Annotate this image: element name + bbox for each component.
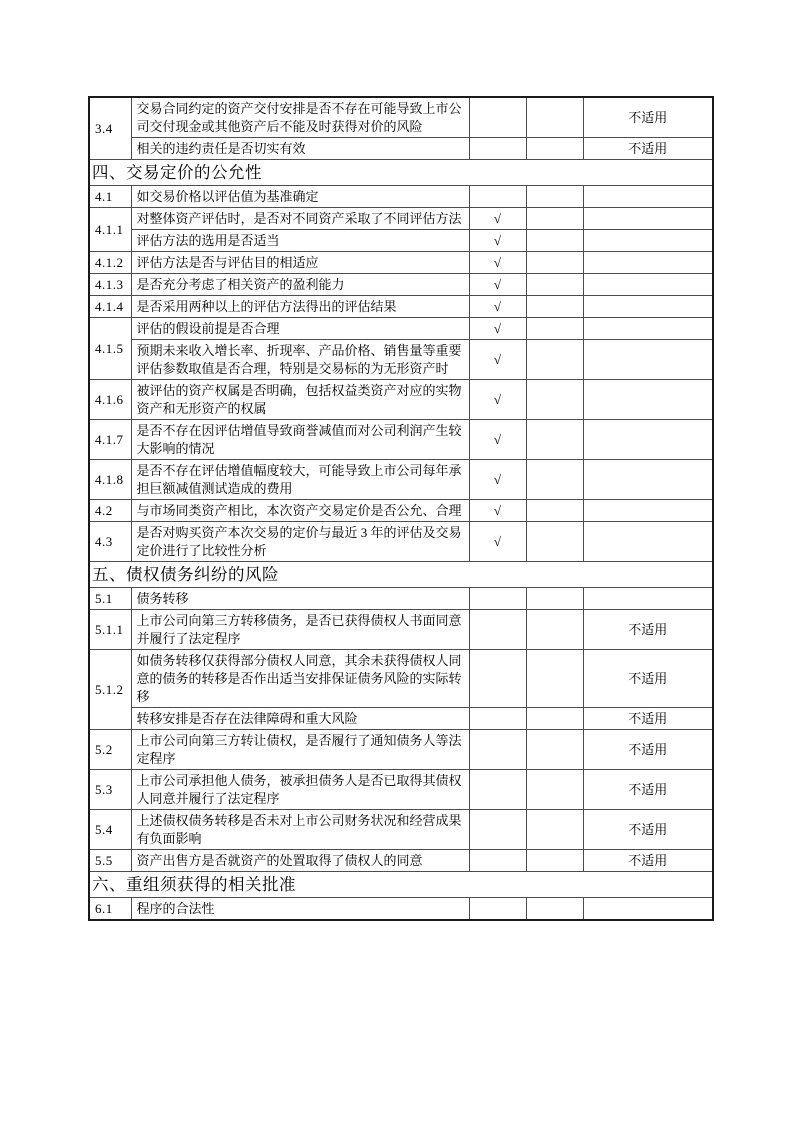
item-row	[89, 730, 713, 770]
not-applicable-cell	[583, 420, 713, 460]
item-row	[89, 296, 713, 318]
check-no-cell	[526, 186, 583, 208]
check-no-cell	[526, 340, 583, 380]
item-row	[89, 97, 713, 138]
item-row	[89, 610, 713, 650]
check-yes-cell: √	[469, 380, 526, 420]
item-number: 6.1	[89, 898, 131, 921]
item-row	[89, 208, 713, 230]
section-title: 六、重组须获得的相关批准	[89, 872, 713, 898]
item-number: 5.1.1	[89, 610, 131, 650]
item-number: 4.1.2	[89, 252, 131, 274]
item-number: 4.1.8	[89, 460, 131, 500]
check-no-cell	[526, 252, 583, 274]
check-yes-cell: √	[469, 318, 526, 340]
check-yes-cell	[469, 97, 526, 138]
section-title: 四、交易定价的公允性	[89, 160, 713, 186]
check-no-cell	[526, 898, 583, 921]
check-yes-cell: √	[469, 252, 526, 274]
checklist-table	[88, 96, 714, 921]
item-row	[89, 186, 713, 208]
item-number: 5.1	[89, 588, 131, 610]
section-row	[89, 160, 713, 186]
not-applicable-cell	[583, 208, 713, 230]
not-applicable-cell	[583, 274, 713, 296]
check-yes-cell: √	[469, 420, 526, 460]
item-text: 评估方法的选用是否适当	[131, 230, 469, 252]
not-applicable-cell	[583, 318, 713, 340]
item-row	[89, 230, 713, 252]
item-row	[89, 522, 713, 562]
check-no-cell	[526, 274, 583, 296]
item-text: 是否不存在因评估增值导致商誉减值而对公司利润产生较大影响的情况	[131, 420, 469, 460]
item-text: 上市公司向第三方转移债务，是否已获得债权人书面同意并履行了法定程序	[131, 610, 469, 650]
item-row	[89, 898, 713, 921]
not-applicable-cell	[583, 460, 713, 500]
not-applicable-cell	[583, 230, 713, 252]
check-yes-cell	[469, 770, 526, 810]
not-applicable-cell	[583, 522, 713, 562]
item-row	[89, 138, 713, 160]
check-yes-cell	[469, 138, 526, 160]
item-row	[89, 650, 713, 708]
check-yes-cell: √	[469, 460, 526, 500]
check-no-cell	[526, 380, 583, 420]
check-no-cell	[526, 230, 583, 252]
checklist-table-body	[89, 97, 713, 920]
section-row	[89, 872, 713, 898]
not-applicable-cell	[583, 252, 713, 274]
item-number: 4.1.5	[89, 318, 131, 380]
not-applicable-cell: 不适用	[583, 138, 713, 160]
item-text: 上市公司承担他人债务，被承担债务人是否已取得其债权人同意并履行了法定程序	[131, 770, 469, 810]
item-text: 对整体资产评估时，是否对不同资产采取了不同评估方法	[131, 208, 469, 230]
item-row	[89, 770, 713, 810]
not-applicable-cell	[583, 500, 713, 522]
not-applicable-cell: 不适用	[583, 708, 713, 730]
check-yes-cell: √	[469, 522, 526, 562]
item-number: 4.1.6	[89, 380, 131, 420]
item-row	[89, 380, 713, 420]
item-text: 被评估的资产权属是否明确，包括权益类资产对应的实物资产和无形资产的权属	[131, 380, 469, 420]
check-no-cell	[526, 420, 583, 460]
check-no-cell	[526, 318, 583, 340]
not-applicable-cell	[583, 186, 713, 208]
check-yes-cell: √	[469, 230, 526, 252]
check-no-cell	[526, 730, 583, 770]
item-number: 5.1.2	[89, 650, 131, 730]
not-applicable-cell: 不适用	[583, 730, 713, 770]
item-row	[89, 850, 713, 872]
check-yes-cell	[469, 810, 526, 850]
item-number: 4.2	[89, 500, 131, 522]
item-text: 如交易价格以评估值为基准确定	[131, 186, 469, 208]
item-text: 债务转移	[131, 588, 469, 610]
item-number: 5.3	[89, 770, 131, 810]
check-no-cell	[526, 850, 583, 872]
item-row	[89, 810, 713, 850]
check-no-cell	[526, 810, 583, 850]
not-applicable-cell: 不适用	[583, 810, 713, 850]
item-row	[89, 274, 713, 296]
item-text: 程序的合法性	[131, 898, 469, 921]
item-number: 4.1	[89, 186, 131, 208]
item-text: 转移安排是否存在法律障碍和重大风险	[131, 708, 469, 730]
item-row	[89, 340, 713, 380]
check-no-cell	[526, 588, 583, 610]
item-number: 4.1.1	[89, 208, 131, 252]
check-yes-cell: √	[469, 274, 526, 296]
not-applicable-cell: 不适用	[583, 650, 713, 708]
item-text: 交易合同约定的资产交付安排是否不存在可能导致上市公司交付现金或其他资产后不能及时获得对价的风险	[131, 97, 469, 138]
item-row	[89, 460, 713, 500]
check-yes-cell: √	[469, 340, 526, 380]
check-no-cell	[526, 770, 583, 810]
item-text: 是否对购买资产本次交易的定价与最近 3 年的评估及交易定价进行了比较性分析	[131, 522, 469, 562]
check-yes-cell	[469, 610, 526, 650]
section-title: 五、债权债务纠纷的风险	[89, 562, 713, 588]
item-text: 如债务转移仅获得部分债权人同意，其余未获得债权人同意的债务的转移是否作出适当安排保证债务风险的实际转移	[131, 650, 469, 708]
item-number: 5.4	[89, 810, 131, 850]
check-no-cell	[526, 138, 583, 160]
item-row	[89, 588, 713, 610]
check-yes-cell	[469, 588, 526, 610]
not-applicable-cell	[583, 340, 713, 380]
not-applicable-cell: 不适用	[583, 97, 713, 138]
check-no-cell	[526, 500, 583, 522]
item-number: 5.2	[89, 730, 131, 770]
item-number: 5.5	[89, 850, 131, 872]
item-row	[89, 420, 713, 460]
check-yes-cell	[469, 708, 526, 730]
check-no-cell	[526, 708, 583, 730]
not-applicable-cell	[583, 380, 713, 420]
item-text: 是否不存在评估增值幅度较大，可能导致上市公司每年承担巨额减值测试造成的费用	[131, 460, 469, 500]
item-row	[89, 252, 713, 274]
item-row	[89, 318, 713, 340]
check-no-cell	[526, 97, 583, 138]
item-text: 资产出售方是否就资产的处置取得了债权人的同意	[131, 850, 469, 872]
item-text: 预期未来收入增长率、折现率、产品价格、销售量等重要评估参数取值是否合理，特别是交易标的为无形资产时	[131, 340, 469, 380]
item-text: 上述债权债务转移是否未对上市公司财务状况和经营成果有负面影响	[131, 810, 469, 850]
item-text: 与市场同类资产相比，本次资产交易定价是否公允、合理	[131, 500, 469, 522]
not-applicable-cell	[583, 588, 713, 610]
check-no-cell	[526, 610, 583, 650]
check-yes-cell	[469, 850, 526, 872]
check-no-cell	[526, 650, 583, 708]
item-number: 4.3	[89, 522, 131, 562]
item-text: 是否采用两种以上的评估方法得出的评估结果	[131, 296, 469, 318]
not-applicable-cell: 不适用	[583, 850, 713, 872]
not-applicable-cell: 不适用	[583, 610, 713, 650]
item-text: 评估方法是否与评估目的相适应	[131, 252, 469, 274]
item-text: 评估的假设前提是否合理	[131, 318, 469, 340]
check-yes-cell	[469, 186, 526, 208]
item-number: 4.1.7	[89, 420, 131, 460]
check-no-cell	[526, 208, 583, 230]
check-no-cell	[526, 296, 583, 318]
check-yes-cell	[469, 650, 526, 708]
item-number: 4.1.3	[89, 274, 131, 296]
item-row	[89, 500, 713, 522]
not-applicable-cell	[583, 296, 713, 318]
check-yes-cell	[469, 730, 526, 770]
not-applicable-cell: 不适用	[583, 770, 713, 810]
check-no-cell	[526, 460, 583, 500]
not-applicable-cell	[583, 898, 713, 921]
check-yes-cell: √	[469, 208, 526, 230]
check-yes-cell: √	[469, 500, 526, 522]
item-text: 相关的违约责任是否切实有效	[131, 138, 469, 160]
item-text: 是否充分考虑了相关资产的盈利能力	[131, 274, 469, 296]
check-yes-cell	[469, 898, 526, 921]
item-number: 4.1.4	[89, 296, 131, 318]
item-row	[89, 708, 713, 730]
section-row	[89, 562, 713, 588]
check-yes-cell: √	[469, 296, 526, 318]
item-number: 3.4	[89, 97, 131, 160]
item-text: 上市公司向第三方转让债权，是否履行了通知债务人等法定程序	[131, 730, 469, 770]
check-no-cell	[526, 522, 583, 562]
